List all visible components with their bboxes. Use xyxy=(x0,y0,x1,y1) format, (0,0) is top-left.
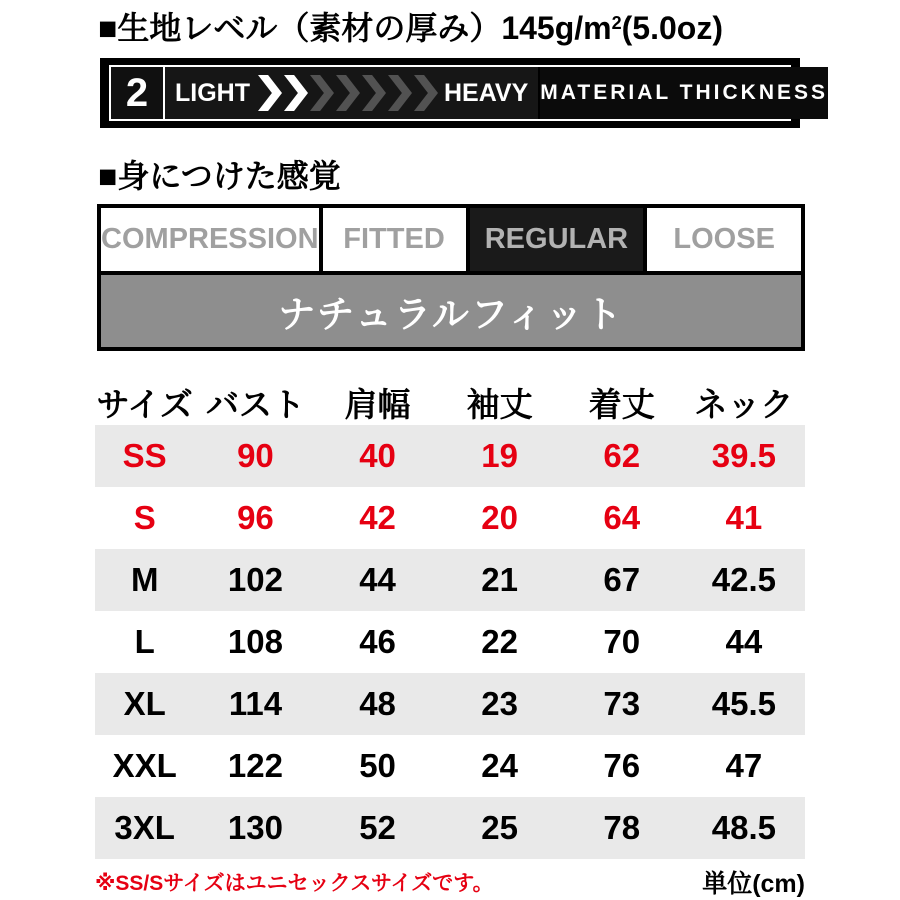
table-row-l xyxy=(95,611,805,673)
bust-value: 96 xyxy=(237,499,274,536)
heavy-label: HEAVY xyxy=(444,78,529,107)
sleeve-value: 20 xyxy=(481,499,519,536)
table-footer xyxy=(95,864,805,900)
sleeve-value: 25 xyxy=(481,809,519,846)
unisex-footnote: ※SS/Sサイズはユニセックスサイズです。 xyxy=(95,872,494,895)
chevron-right-icon xyxy=(284,75,308,111)
fit-result-bar: ナチュラルフィット xyxy=(97,271,805,351)
sleeve-value: 23 xyxy=(481,685,519,722)
neck-value: 39.5 xyxy=(711,437,776,474)
fabric-level-heading xyxy=(98,0,900,48)
size-table xyxy=(95,379,805,859)
column-header-neck: ネック xyxy=(694,385,794,423)
shoulder-value: 40 xyxy=(359,437,396,474)
column-header-sleeve: 袖丈 xyxy=(466,385,533,423)
square-meter-superscript: 2 xyxy=(611,13,622,33)
fit-option-regular-selected: REGULAR xyxy=(470,208,648,271)
length-value: 73 xyxy=(603,685,641,722)
sleeve-value: 19 xyxy=(481,437,519,474)
neck-value: 42.5 xyxy=(711,561,776,598)
sleeve-value: 22 xyxy=(481,623,519,660)
chevron-right-icon xyxy=(414,75,438,111)
table-row-xxl xyxy=(95,735,805,797)
shoulder-value: 52 xyxy=(359,809,396,846)
length-value: 62 xyxy=(603,437,641,474)
size-label: S xyxy=(133,499,156,536)
neck-value: 44 xyxy=(725,623,763,660)
size-label: XXL xyxy=(112,747,177,784)
length-value: 67 xyxy=(603,561,641,598)
table-row-xl xyxy=(95,673,805,735)
chevron-right-icon xyxy=(336,75,360,111)
light-label: LIGHT xyxy=(175,78,250,107)
bust-value: 108 xyxy=(227,623,283,660)
shoulder-value: 42 xyxy=(359,499,396,536)
sleeve-value: 24 xyxy=(481,747,519,784)
material-thickness-banner-inner xyxy=(109,65,829,121)
fabric-level-heading-text: ■生地レベル（素材の厚み）145g/m xyxy=(98,10,612,46)
table-row-s xyxy=(95,487,805,549)
column-header-shoulder: 肩幅 xyxy=(344,385,411,423)
column-header-length: 着丈 xyxy=(588,385,655,423)
size-label: L xyxy=(134,623,155,660)
thickness-scale xyxy=(165,67,538,119)
fit-option-compression: COMPRESSION xyxy=(101,208,323,271)
thickness-level-badge: 2 xyxy=(111,67,165,119)
shoulder-value: 44 xyxy=(359,561,396,598)
bust-value: 122 xyxy=(227,747,283,784)
fit-selector xyxy=(97,204,805,271)
table-row-3xl xyxy=(95,797,805,859)
chevron-right-icon xyxy=(388,75,412,111)
fit-option-fitted: FITTED xyxy=(323,208,470,271)
sleeve-value: 21 xyxy=(481,561,519,598)
neck-value: 47 xyxy=(725,747,763,784)
size-label: 3XL xyxy=(114,809,175,846)
material-thickness-banner xyxy=(100,58,829,128)
shoulder-value: 48 xyxy=(359,685,396,722)
neck-value: 48.5 xyxy=(711,809,776,846)
material-thickness-title: MATERIAL THICKNESS xyxy=(538,67,828,119)
size-label: SS xyxy=(122,437,167,474)
chevron-right-icon xyxy=(362,75,386,111)
column-header-size: サイズ xyxy=(96,385,193,423)
table-row-m xyxy=(95,549,805,611)
length-value: 64 xyxy=(603,499,641,536)
bust-value: 114 xyxy=(228,685,283,722)
chevron-right-icon xyxy=(310,75,334,111)
fit-option-loose: LOOSE xyxy=(647,208,801,271)
bust-value: 90 xyxy=(237,437,274,474)
fit-feel-heading: ■身につけた感覚 xyxy=(98,158,341,194)
length-value: 78 xyxy=(603,809,641,846)
column-header-bust: バスト xyxy=(205,385,305,423)
chevron-right-icon xyxy=(258,75,282,111)
size-table-header xyxy=(95,379,805,425)
unit-label: 単位(cm) xyxy=(702,870,805,898)
bust-value: 130 xyxy=(227,809,283,846)
thickness-arrows xyxy=(256,75,438,111)
shoulder-value: 50 xyxy=(359,747,396,784)
table-row-ss xyxy=(95,425,805,487)
neck-value: 41 xyxy=(725,499,763,536)
bust-value: 102 xyxy=(227,561,283,598)
size-label: XL xyxy=(123,685,166,722)
shoulder-value: 46 xyxy=(359,623,396,660)
size-label: M xyxy=(130,561,159,598)
length-value: 70 xyxy=(603,623,641,660)
length-value: 76 xyxy=(603,747,641,784)
neck-value: 45.5 xyxy=(711,685,776,722)
fabric-level-heading-oz: (5.0oz) xyxy=(621,10,723,46)
